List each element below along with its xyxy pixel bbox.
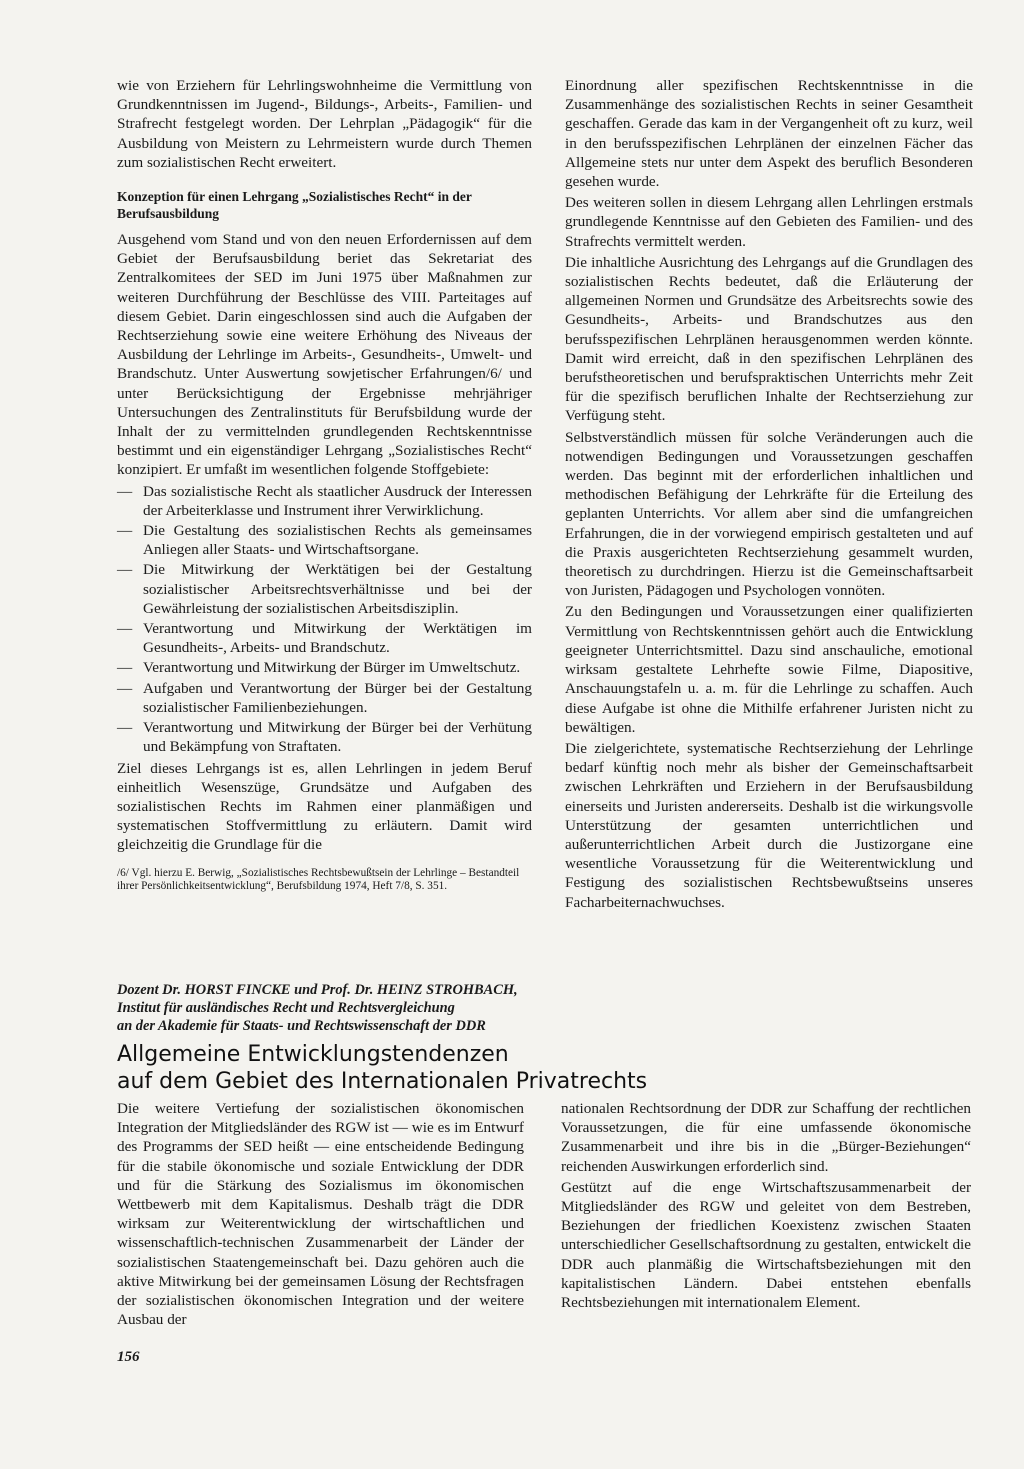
body-paragraph: Des weiteren sollen in diesem Lehrgang allen Lehrlingen erstmals grundlegende Kenntnisse auf den Gebieten des Familien- und des Strafrechts vermittelt werden. [565,194,973,250]
section-heading: Konzeption für einen Lehrgang „Sozialistisches Recht“ in der Berufsausbildung [117,189,472,222]
list-item: — Verantwortung und Mitwirkung der Bürger im Umweltschutz. [117,658,532,677]
body-paragraph: Gestützt auf die enge Wirtschaftszusammenarbeit der Mitgliedsländer des RGW und geleitet von dem Bestreben, Beziehungen der friedlichen Koexistenz zwischen Staaten unterschiedlicher Gesellschaftsordnung zu gestalten, entwickelt die DDR auch planmäßig die Wirtschaftsbeziehungen mit den kapitalistischen Ländern. Dabei entstehen ebenfalls Rechtsbeziehungen mit internationalem Element. [561,1178,971,1312]
body-paragraph: nationalen Rechtsordnung der DDR zur Schaffung der rechtlichen Voraussetzungen, die für eine umfassende ökonomische Zusammenarbeit und ihre bis in die „Bürger-Beziehungen“ reichenden Auswirkungen erforderlich sind. [561,1100,971,1175]
list-item: — Aufgaben und Verantwortung der Bürger bei der Gestaltung sozialistischer Familienbeziehungen. [117,679,532,717]
body-paragraph: Die zielgerichtete, systematische Rechtserziehung der Lehrlinge bedarf künftig noch mehr als bisher der Gemeinschaftsarbeit zwischen Lehrkräften und Erziehern in der Berufsausbildung einerseits und Juristen andererseits. Deshalb ist die wirkungsvolle Unterstützung der gesamten unterrichtlichen und außerunterrichtlichen Arbeit durch die Justizorgane eine wesentliche Voraussetzung für die Weiterentwicklung und Festigung des sozialistischen Rechtsbewußtseins unseres Facharbeiternachwuchses. [565,739,973,911]
body-paragraph: Die weitere Vertiefung der sozialistischen ökonomischen Integration der Mitgliedsländer des RGW ist — wie es im Entwurf des Programms der SED heißt — eine entscheidende Bedingung für die stabile ökonomische und soziale Entwicklung der DDR und für die Stärkung des Sozialismus im ökonomischen Wettbewerb mit dem Kapitalismus. Deshalb trägt die DDR wirksam zur Weiterentwicklung der wirtschaftlichen und wissenschaftlich-technischen Zusammenarbeit der Länder der sozialistischen Staatengemeinschaft bei. Dazu gehören auch die aktive Mitwirkung bei der gemeinsamen Lösung der Rechtsfragen der sozialistischen ökonomischen Integration und der weitere Ausbau der [117,1100,524,1329]
article-column-left [117,1099,524,1331]
list-item: — Das sozialistische Recht als staatlicher Ausdruck der Interessen der Arbeiterklasse und Instrument ihrer Verwirklichung. [117,482,532,520]
author-line: Dozent Dr. HORST FINCKE und Prof. Dr. HEINZ STROHBACH, [117,982,518,998]
list-item: — Die Gestaltung des sozialistischen Rechts als gemeinsames Anliegen aller Staats- und Wirtschaftsorgane. [117,521,532,559]
upper-column-right [565,76,973,914]
body-paragraph: Ausgehend vom Stand und von den neuen Erfordernissen auf dem Gebiet der Berufsausbildung beriet das Sekretariat des Zentralkomitees der SED im Juni 1975 über Maßnahmen zur weiteren Durchführung der Beschlüsse des VIII. Parteitages auf diesem Gebiet. Darin eingeschlossen sind auch die Aufgaben der Rechtserziehung sowie eine weitere Erhöhung des Niveaus der Ausbildung der Lehrlinge im Arbeits-, Gesundheits-, Umwelt- und Brandschutz. Unter Auswertung sowjetischer Erfahrungen/6/ und unter Berücksichtigung der Ergebnisse mehrjähriger Untersuchungen des Zentralinstituts für Berufsbildung wurde der Inhalt der zu vermittelnden grundlegenden Rechtskenntnisse bestimmt und ein eigenständiger Lehrgang „Sozialistisches Recht“ konzipiert. Er umfaßt im wesentlichen folgende Stoffgebiete: [117,231,532,479]
article-column-right [561,1099,971,1314]
body-paragraph: Zu den Bedingungen und Voraussetzungen einer qualifizierten Vermittlung von Rechtskenntnissen gehört auch die Entwicklung geeigneter Unterrichtsmittel. Dazu sind anschauliche, emotional wirksam gestaltete Lehrhefte sowie Filme, Diapositive, Anschauungstafeln u. a. m. für die Lehrlinge zu schaffen. Auch diese Aufgabe ist ohne die Mithilfe erfahrener Juristen nicht zu bewältigen. [565,603,973,736]
body-paragraph: Die inhaltliche Ausrichtung des Lehrgangs auf die Grundlagen des sozialistischen Rechts bedeutet, daß die Erläuterung der allgemeinen Normen und Grundsätze des Arbeitsrechts sowie des Gesundheits-, Arbeits- und Brandschutzes aus den berufsspezifischen Lehrplänen herausgenommen werden könnte. Damit wird erreicht, daß in den spezifischen Lehrplänen des berufstheoretischen und berufspraktischen Unterrichts mehr Zeit für die spezifisch beruflichen Inhalte der Rechtserziehung zur Verfügung steht. [565,253,973,425]
title-line: Allgemeine Entwicklungstendenzen [117,1042,509,1067]
topic-list [117,482,532,757]
intro-paragraph: wie von Erziehern für Lehrlingswohnheime die Vermittlung von Grundkenntnissen im Jugend-, Bildungs-, Arbeits-, Familien- und Strafrecht festgelegt worden. Der Lehrplan „Pädagogik“ für die Ausbildung von Meistern zu Lehrmeistern wurde durch Themen zum sozialistischen Recht erweitert. [117,77,532,171]
author-line: an der Akademie für Staats- und Rechtswissenschaft der DDR [117,1018,486,1034]
body-paragraph: Selbstverständlich müssen für solche Veränderungen auch die notwendigen Bedingungen und Voraussetzungen geschaffen werden. Das beginnt mit der erforderlichen inhaltlichen und methodischen Befähigung der Lehrkräfte für die Erteilung des geplanten Unterrichts. Vor allem aber sind die umfangreichen Erfahrungen, die in der vorwiegend empirisch gestalteten und auf die Praxis ausgerichteten Rechtserziehung gesammelt wurden, theoretisch zu durchdringen. Hierzu ist die Gemeinschaftsarbeit von Juristen, Pädagogen und Psychologen vonnöten. [565,428,973,600]
article-authors [117,981,977,1035]
footnote: /6/ Vgl. hierzu E. Berwig, „Sozialistisches Rechtsbewußtsein der Lehrlinge – Bestandteil ihrer Persönlichkeitsentwicklung“, Berufsbildung 1974, Heft 7/8, S. 351. [117,866,520,893]
article-title [117,1041,977,1095]
list-item: — Die Mitwirkung der Werktätigen bei der Gestaltung sozialistischer Arbeitsrechtsverhältnisse und bei der Gewährleistung der sozialistischen Arbeitsdisziplin. [117,560,532,618]
list-item: — Verantwortung und Mitwirkung der Werktätigen im Gesundheits-, Arbeits- und Brandschutz. [117,619,532,657]
body-paragraph: Einordnung aller spezifischen Rechtskenntnisse in die Zusammenhänge des sozialistischen Rechts in seiner Gesamtheit geschaffen. Gerade das kam in der Vergangenheit oft zu kurz, weil in den berufsspezifischen Lehrplänen der einzelnen Fächer das Allgemeine stets nur unter dem Aspekt des beruflich Besonderen gesehen wurde. [565,77,973,191]
upper-column-left [117,76,532,896]
list-item: — Verantwortung und Mitwirkung der Bürger bei der Verhütung und Bekämpfung von Straftaten. [117,718,532,756]
title-line: auf dem Gebiet des Internationalen Privatrechts [117,1069,648,1094]
body-paragraph: Ziel dieses Lehrgangs ist es, allen Lehrlingen in jedem Beruf einheitlich Wesenszüge, Grundsätze und Aufgaben des sozialistischen Rechts im Rahmen einer planmäßigen und systematischen Stoffvermittlung zu erläutern. Damit wird gleichzeitig die Grundlage für die [117,759,532,854]
author-line: Institut für ausländisches Recht und Rechtsvergleichung [117,1000,455,1016]
page-number: 156 [117,1349,140,1365]
